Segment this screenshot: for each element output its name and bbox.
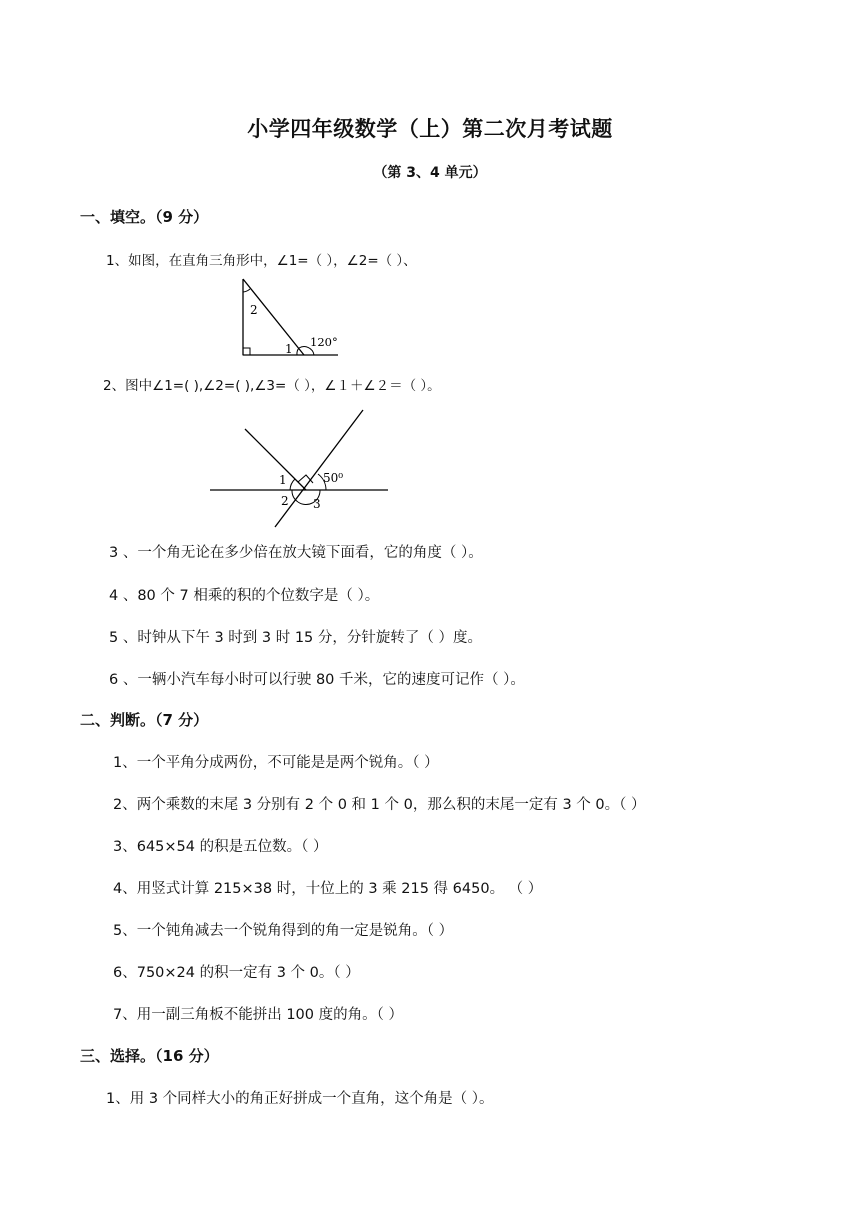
question-1-3: 3 、一个角无论在多少倍在放大镜下面看，它的角度（ ）。 — [109, 545, 483, 561]
label-1: 1 — [285, 342, 293, 356]
question-1-4: 4 、80 个 7 相乘的积的个位数字是（ ）。 — [109, 588, 380, 604]
label-120-degrees: 120° — [310, 335, 338, 349]
label-2: 2 — [250, 303, 258, 317]
label-3: 3 — [313, 497, 321, 511]
label-2: 2 — [281, 494, 289, 508]
right-angle-mark — [243, 348, 250, 355]
question-1-1: 1、如图，在直角三角形中，∠1=（ ），∠2=（ ）、 — [106, 253, 417, 269]
judge-item-6: 6、750×24 的积一定有 3 个 0。（ ） — [113, 965, 360, 981]
judge-item-1: 1、一个平角分成两份，不可能是是两个锐角。（ ） — [113, 755, 439, 771]
page-subtitle: （第 3、4 单元） — [373, 165, 487, 181]
label-50-degrees: 50⁰ — [323, 471, 344, 485]
section-heading-true-false: 二、判断。（7 分） — [80, 711, 209, 729]
left-ray — [245, 429, 306, 490]
judge-item-4: 4、用竖式计算 215×38 时，十位上的 3 乘 215 得 6450。 （ ） — [113, 881, 543, 897]
section-heading-fill-blank: 一、填空。（9 分） — [80, 208, 209, 226]
judge-item-7: 7、用一副三角板不能拼出 100 度的角。（ ） — [113, 1007, 403, 1023]
question-1-6: 6 、一辆小汽车每小时可以行驶 80 千米，它的速度可记作（ ）。 — [109, 672, 525, 688]
figure-right-triangle — [235, 276, 345, 362]
question-1-5: 5 、时钟从下午 3 时到 3 时 15 分，分针旋转了（ ）度。 — [109, 630, 482, 646]
choice-question-1: 1、用 3 个同样大小的角正好拼成一个直角，这个角是（ ）。 — [106, 1091, 494, 1107]
angle-1-arc — [297, 348, 299, 355]
judge-item-3: 3、645×54 的积是五位数。（ ） — [113, 839, 328, 855]
angle-2-arc — [243, 289, 250, 292]
page-title: 小学四年级数学（上）第二次月考试题 — [247, 117, 613, 141]
angle-1-arc — [290, 479, 295, 490]
label-1: 1 — [279, 473, 287, 487]
triangle-hypotenuse — [243, 279, 304, 355]
section-heading-multiple-choice: 三、选择。（16 分） — [80, 1047, 219, 1065]
figure-intersecting-lines — [205, 405, 395, 531]
judge-item-2: 2、两个乘数的末尾 3 分别有 2 个 0 和 1 个 0，那么积的末尾一定有 3 个 0。（ ） — [113, 797, 646, 813]
judge-item-5: 5、一个钝角减去一个锐角得到的角一定是锐角。（ ） — [113, 923, 454, 939]
question-1-2: 2、图中∠1=( ),∠2=( ),∠3=（ ），∠１＋∠２＝（ ）。 — [103, 378, 441, 394]
